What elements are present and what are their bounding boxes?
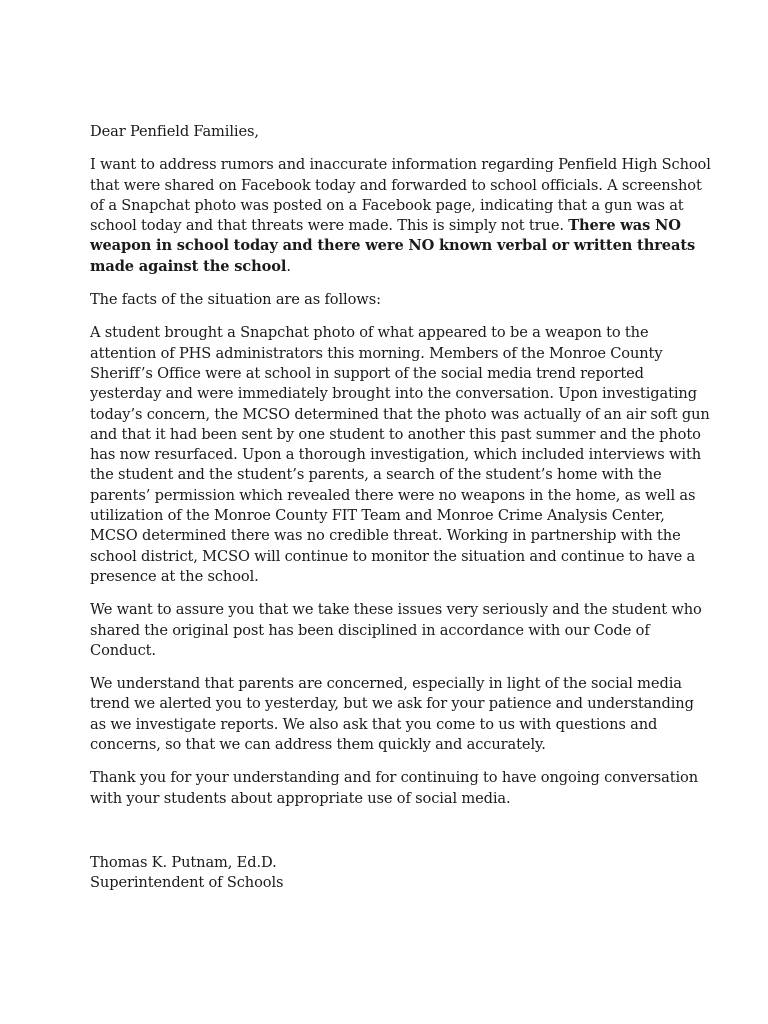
signatory-title: Superintendent of Schools (90, 874, 284, 892)
salutation: Dear Penfield Families, (90, 123, 259, 140)
assurance-paragraph: We want to assure you that we take these issues very seriously and the student who shared the original post has been disciplined in accordance with our Code of Conduct. (90, 601, 702, 659)
facts-heading: The facts of the situation are as follows: (90, 291, 381, 309)
signatory-name: Thomas K. Putnam, Ed.D. (90, 853, 277, 871)
letter (90, 122, 712, 894)
signature-block (90, 853, 712, 894)
understanding-paragraph: We understand that parents are concerned, especially in light of the social media trend we alerted you to yesterday, but we ask for your patience and understanding as we investigate reports. We also ask that you come to us with questions and concerns, so that we can address them quickly and accurately. (90, 675, 694, 754)
intro-text: I want to address rumors and inaccurate information regarding Penfield High School that were shared on Facebook today and forwarded to school officials. A screenshot of a Snapchat photo was posted on a Facebook page, indicating that a gun was at school today and that threats were made. This is simply not true. (90, 156, 711, 235)
intro-end-punctuation: . (286, 257, 291, 275)
intro-paragraph (90, 155, 712, 277)
thanks-paragraph: Thank you for your understanding and for continuing to have ongoing conversation with your students about appropriate use of social media. (90, 769, 699, 807)
intro-bold-statement: There was NO weapon in school today and there were NO known verbal or written threats made against the school (90, 217, 696, 275)
facts-paragraph: A student brought a Snapchat photo of what appeared to be a weapon to the attention of PHS administrators this morning. Members of the Monroe County Sheriff’s Office were at school in support of the social media trend reported yesterday and were immediately brought into the conversation. Upon investigating today’s concern, the MCSO determined that the photo was actually of an air soft gun and that it had been sent by one student to another this past summer and the photo has now resurfaced. Upon a thorough investigation, which included interviews with the student and the student’s parents, a search of the student’s home with the parents’ permission which revealed there were no weapons in the home, as well as utilization of the Monroe County FIT Team and Monroe Crime Analysis Center, MCSO determined there was no credible threat. Working in partnership with the school district, MCSO will continue to monitor the situation and continue to have a presence at the school. (90, 324, 710, 585)
